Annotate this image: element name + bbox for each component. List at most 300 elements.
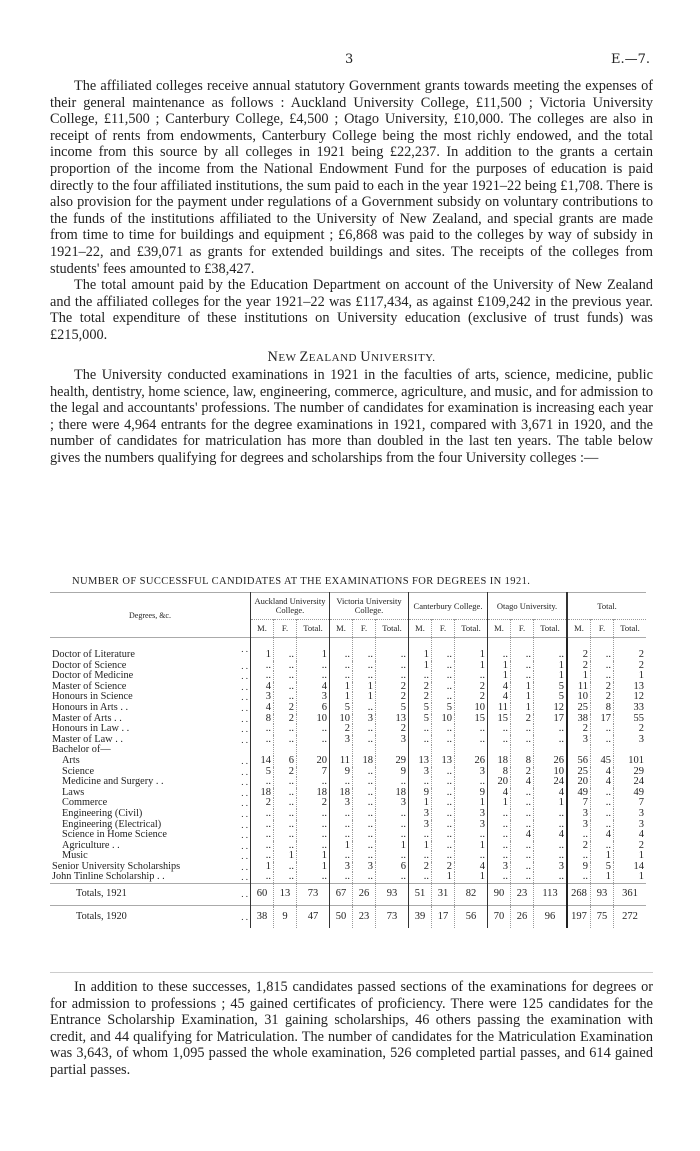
subheader-total: Total. bbox=[376, 620, 409, 638]
cell-total: 1 bbox=[534, 661, 568, 672]
cell-total: .. bbox=[455, 671, 488, 682]
cell-f: 13 bbox=[274, 884, 297, 906]
cell-m: 8 bbox=[488, 767, 511, 778]
cell-m: .. bbox=[488, 724, 511, 735]
cell-total: 12 bbox=[534, 703, 568, 714]
cell-f: .. bbox=[274, 820, 297, 831]
cell-f: .. bbox=[591, 798, 614, 809]
cell-total: 6 bbox=[297, 703, 330, 714]
row-label: Honours in Arts . . bbox=[52, 701, 129, 713]
cell-f: .. bbox=[511, 671, 534, 682]
leader-dots: . . bbox=[241, 861, 248, 872]
heading-part: EALAND bbox=[308, 351, 361, 364]
cell-m: 3 bbox=[330, 735, 353, 746]
cell-m: 5 bbox=[251, 767, 274, 778]
cell-total: 1 bbox=[455, 638, 488, 661]
cell-m: .. bbox=[567, 872, 591, 883]
cell-m: 39 bbox=[409, 906, 432, 928]
cell-total: 12 bbox=[614, 692, 647, 703]
cell-f: 75 bbox=[591, 906, 614, 928]
cell-m: 268 bbox=[567, 884, 591, 906]
cell-f: .. bbox=[274, 692, 297, 703]
cell-m: 25 bbox=[567, 703, 591, 714]
document-reference: E.—7. bbox=[610, 52, 650, 67]
cell-m: 9 bbox=[409, 788, 432, 799]
cell-total: 1 bbox=[455, 661, 488, 672]
cell-m: 3 bbox=[488, 862, 511, 873]
subheader-m: M. bbox=[330, 620, 353, 638]
cell-total: 6 bbox=[376, 862, 409, 873]
cell-f: 5 bbox=[591, 862, 614, 873]
cell-total: 2 bbox=[376, 692, 409, 703]
cell-m: .. bbox=[251, 735, 274, 746]
cell-total: .. bbox=[455, 777, 488, 788]
leader-dots: . . bbox=[241, 755, 248, 766]
cell-m: 1 bbox=[251, 862, 274, 873]
cell-total: 17 bbox=[534, 714, 568, 725]
cell-m: 51 bbox=[409, 884, 432, 906]
table-row bbox=[50, 809, 646, 820]
cell-total: 3 bbox=[614, 820, 647, 831]
cell-total: 56 bbox=[455, 906, 488, 928]
cell-m: 2 bbox=[567, 638, 591, 661]
leader-dots: . . bbox=[241, 830, 248, 841]
cell-f: .. bbox=[353, 777, 376, 788]
cell-total: 49 bbox=[614, 788, 647, 799]
cell-f: 1 bbox=[591, 851, 614, 862]
cell-m: 4 bbox=[251, 703, 274, 714]
subheader-m: M. bbox=[409, 620, 432, 638]
cell-m: 1 bbox=[488, 798, 511, 809]
cell-m: 70 bbox=[488, 906, 511, 928]
totals-row bbox=[50, 884, 646, 906]
cell-m: .. bbox=[488, 841, 511, 852]
cell-total: .. bbox=[534, 809, 568, 820]
cell-f: .. bbox=[274, 872, 297, 883]
cell-f: .. bbox=[432, 830, 455, 841]
cell-f: .. bbox=[432, 724, 455, 735]
cell-total: 3 bbox=[297, 692, 330, 703]
paragraph-total-amount: The total amount paid by the Education Department on account of the University of New Zealand and the affiliated colleges for the year 1921–22 was £117,434, as against £109,242 in the previous year. The total expenditure of these institutions on University education (exclusive of trust funds) was £215,000. bbox=[50, 277, 653, 343]
table-row bbox=[50, 638, 646, 661]
cell-f: .. bbox=[432, 661, 455, 672]
cell-m: 20 bbox=[488, 777, 511, 788]
table-title: NUMBER OF SUCCESSFUL CANDIDATES AT THE EXAMINATIONS FOR DEGREES IN 1921. bbox=[72, 576, 531, 587]
cell-m: .. bbox=[251, 809, 274, 820]
cell-total: .. bbox=[376, 830, 409, 841]
cell-total: 82 bbox=[455, 884, 488, 906]
cell-f: .. bbox=[353, 841, 376, 852]
cell-total: 3 bbox=[534, 862, 568, 873]
cell-f: .. bbox=[591, 735, 614, 746]
cell-m: 3 bbox=[330, 798, 353, 809]
cell-f: 3 bbox=[353, 714, 376, 725]
cell-total: 4 bbox=[614, 830, 647, 841]
cell-f: .. bbox=[274, 661, 297, 672]
cell-total: 15 bbox=[455, 714, 488, 725]
cell-m: 4 bbox=[488, 788, 511, 799]
cell-total: 73 bbox=[376, 906, 409, 928]
cell-f: .. bbox=[353, 661, 376, 672]
cell-f: .. bbox=[591, 638, 614, 661]
cell-f: 1 bbox=[511, 682, 534, 693]
cell-total: 2 bbox=[297, 798, 330, 809]
cell-f: .. bbox=[432, 820, 455, 831]
cell-total: 18 bbox=[376, 788, 409, 799]
cell-m: 11 bbox=[567, 682, 591, 693]
cell-m: 9 bbox=[330, 767, 353, 778]
cell-f: .. bbox=[432, 851, 455, 862]
cell-m: .. bbox=[488, 851, 511, 862]
table-row bbox=[50, 703, 646, 714]
leader-dots: . . bbox=[241, 681, 248, 692]
cell-f: .. bbox=[511, 809, 534, 820]
cell-m: 67 bbox=[330, 884, 353, 906]
page-number: 3 bbox=[345, 52, 354, 67]
cell-total: 3 bbox=[455, 767, 488, 778]
cell-m: 2 bbox=[251, 798, 274, 809]
cell-f: 2 bbox=[591, 692, 614, 703]
cell-total: .. bbox=[297, 872, 330, 883]
cell-f: 26 bbox=[511, 906, 534, 928]
cell-f: 31 bbox=[432, 884, 455, 906]
paragraph-examinations: The University conducted examinations in 1921 in the faculties of arts, science, medicine, public health, dentistry, home science, law, engineering, commerce, agriculture, and music, and for admission to the legal and accountants' professions. The number of candidates for examination is increasing each year ; there were 4,964 entrants for the degree examinations in 1921, compared with 3,671 in 1920, and the number of candidates for matriculation has more than doubled in the last ten years. The table below gives the numbers qualifying for degrees and scholarships from the four University colleges :— bbox=[50, 367, 653, 467]
cell-f: .. bbox=[353, 830, 376, 841]
cell-m: .. bbox=[330, 851, 353, 862]
cell-f: 3 bbox=[353, 862, 376, 873]
cell-f: .. bbox=[432, 777, 455, 788]
leader-dots: . . bbox=[241, 702, 248, 713]
totals-row bbox=[50, 906, 646, 928]
cell-f: 1 bbox=[432, 872, 455, 883]
cell-m: .. bbox=[409, 735, 432, 746]
cell-total: 29 bbox=[376, 756, 409, 767]
cell-f: .. bbox=[353, 735, 376, 746]
group-header-victoria: Victoria University College. bbox=[330, 593, 409, 620]
cell-total: 3 bbox=[455, 820, 488, 831]
leader-dots: . . bbox=[241, 872, 248, 883]
body-text-top bbox=[50, 78, 653, 467]
leader-dots: . . bbox=[241, 660, 248, 671]
cell-m: .. bbox=[409, 724, 432, 735]
cell-f: .. bbox=[432, 841, 455, 852]
cell-m: 3 bbox=[409, 820, 432, 831]
cell-m: .. bbox=[330, 809, 353, 820]
cell-f: .. bbox=[274, 830, 297, 841]
heading-part: NIVERSITY. bbox=[371, 351, 436, 364]
cell-f: .. bbox=[274, 777, 297, 788]
cell-total: 4 bbox=[297, 682, 330, 693]
cell-m: 2 bbox=[409, 692, 432, 703]
cell-total: 9 bbox=[376, 767, 409, 778]
cell-m: 7 bbox=[567, 798, 591, 809]
cell-total: .. bbox=[534, 872, 568, 883]
leader-dots: . . bbox=[241, 808, 248, 819]
cell-f: .. bbox=[432, 788, 455, 799]
cell-f: 8 bbox=[591, 703, 614, 714]
cell-m: 4 bbox=[488, 682, 511, 693]
section-heading bbox=[50, 349, 653, 367]
cell-m: 5 bbox=[409, 714, 432, 725]
heading-part: Z bbox=[299, 348, 309, 365]
cell-total: 3 bbox=[614, 809, 647, 820]
cell-total: 5 bbox=[376, 703, 409, 714]
cell-total: 1 bbox=[297, 851, 330, 862]
cell-m: 3 bbox=[330, 862, 353, 873]
leader-dots: . . bbox=[241, 766, 248, 777]
cell-total: 4 bbox=[534, 788, 568, 799]
row-label: Senior University Scholarships bbox=[52, 860, 181, 872]
group-header-total: Total. bbox=[567, 593, 646, 620]
cell-m: .. bbox=[251, 872, 274, 883]
cell-total: 14 bbox=[614, 862, 647, 873]
leader-dots: . . bbox=[241, 777, 248, 788]
cell-total: 24 bbox=[534, 777, 568, 788]
cell-f: .. bbox=[511, 638, 534, 661]
cell-f: 1 bbox=[353, 682, 376, 693]
cell-m: .. bbox=[409, 777, 432, 788]
cell-f: 4 bbox=[591, 767, 614, 778]
cell-total: .. bbox=[376, 671, 409, 682]
cell-f: 13 bbox=[432, 756, 455, 767]
cell-f: 1 bbox=[511, 692, 534, 703]
cell-f: .. bbox=[591, 841, 614, 852]
cell-m: 56 bbox=[567, 756, 591, 767]
cell-total: 3 bbox=[455, 809, 488, 820]
subheader-m: M. bbox=[567, 620, 591, 638]
cell-m: 1 bbox=[488, 661, 511, 672]
cell-f: .. bbox=[591, 820, 614, 831]
cell-total: 10 bbox=[534, 767, 568, 778]
heading-part: EW bbox=[278, 351, 300, 364]
row-label: Engineering (Electrical) bbox=[62, 818, 162, 830]
cell-f: 5 bbox=[432, 703, 455, 714]
subheader-total: Total. bbox=[455, 620, 488, 638]
cell-total: 10 bbox=[297, 714, 330, 725]
cell-f: 26 bbox=[353, 884, 376, 906]
subheader-f: F. bbox=[432, 620, 455, 638]
cell-total: 2 bbox=[455, 682, 488, 693]
cell-f: .. bbox=[432, 798, 455, 809]
cell-f: .. bbox=[274, 735, 297, 746]
subheader-f: F. bbox=[274, 620, 297, 638]
cell-m: 10 bbox=[330, 714, 353, 725]
cell-total: .. bbox=[376, 872, 409, 883]
cell-m: .. bbox=[409, 851, 432, 862]
row-label: Agriculture . . bbox=[62, 839, 120, 851]
row-label: Doctor of Medicine bbox=[52, 670, 134, 682]
cell-f: .. bbox=[591, 788, 614, 799]
cell-m: 60 bbox=[251, 884, 274, 906]
cell-f: 9 bbox=[274, 906, 297, 928]
cell-total: 7 bbox=[297, 767, 330, 778]
cell-f: .. bbox=[511, 735, 534, 746]
cell-m: 2 bbox=[330, 724, 353, 735]
row-label: Arts bbox=[62, 754, 80, 766]
row-label: Science bbox=[62, 765, 95, 777]
cell-f: 1 bbox=[591, 872, 614, 883]
cell-f: .. bbox=[353, 872, 376, 883]
leader-dots: . . bbox=[241, 713, 248, 724]
cell-m: 1 bbox=[330, 841, 353, 852]
cell-m: .. bbox=[330, 872, 353, 883]
paragraph-grants: The affiliated colleges receive annual statutory Government grants towards meeting the expenses of their general maintenance as follows : Auckland University College, £11,500 ; Victoria University College, £11,500 ; Canterbury College, £4,500 ; Otago University, £10,000. The colleges are also in receipt of rents from endowments, Canterbury College being the most richly endowed, and the total income from this source by all colleges in 1921 being £22,237. In addition to the grants a certain proportion of the income from the National Endowment Fund for the purposes of education is paid directly to the four affiliated institutions, the sum paid to each in the year 1921–22 being £1,708. There is also provision for the payment under regulations of a Government subsidy on voluntary contributions to the funds of the institutions affiliated to the University of New Zealand, and special grants are made from time to time for buildings and equipment ; £6,868 was paid to the colleges by way of subsidy in 1921–22, and £39,071 as grants for extended buildings and sites. The receipts of the colleges from students' fees amounted to £38,427. bbox=[50, 78, 653, 277]
cell-m: 5 bbox=[330, 703, 353, 714]
cell-f: .. bbox=[274, 671, 297, 682]
cell-m: .. bbox=[330, 661, 353, 672]
cell-m: 1 bbox=[409, 638, 432, 661]
cell-m: .. bbox=[330, 820, 353, 831]
cell-total: 1 bbox=[614, 872, 647, 883]
cell-f: 2 bbox=[274, 703, 297, 714]
cell-f: .. bbox=[511, 788, 534, 799]
cell-total: 13 bbox=[376, 714, 409, 725]
cell-m: 10 bbox=[567, 692, 591, 703]
cell-m: 50 bbox=[330, 906, 353, 928]
cell-f: 2 bbox=[591, 682, 614, 693]
cell-m: 1 bbox=[330, 692, 353, 703]
cell-m: 3 bbox=[567, 809, 591, 820]
cell-total: .. bbox=[534, 820, 568, 831]
leader-dots: . . bbox=[241, 851, 248, 862]
cell-total: 1 bbox=[534, 671, 568, 682]
cell-m: 4 bbox=[251, 682, 274, 693]
cell-total: 1 bbox=[297, 638, 330, 661]
cell-m: .. bbox=[488, 872, 511, 883]
cell-total: 2 bbox=[376, 682, 409, 693]
cell-total: 1 bbox=[297, 862, 330, 873]
subheader-total: Total. bbox=[614, 620, 647, 638]
cell-f: .. bbox=[274, 809, 297, 820]
cell-m: 3 bbox=[567, 735, 591, 746]
cell-f: 4 bbox=[511, 830, 534, 841]
cell-m: .. bbox=[251, 777, 274, 788]
cell-m: 1 bbox=[409, 661, 432, 672]
cell-m: 9 bbox=[567, 862, 591, 873]
subheader-f: F. bbox=[353, 620, 376, 638]
cell-total: 2 bbox=[376, 724, 409, 735]
cell-m: 2 bbox=[567, 841, 591, 852]
cell-m: 13 bbox=[409, 756, 432, 767]
cell-total: .. bbox=[376, 777, 409, 788]
cell-f: .. bbox=[353, 809, 376, 820]
row-label: Medicine and Surgery . . bbox=[62, 776, 164, 788]
cell-m: .. bbox=[330, 777, 353, 788]
cell-total: 5 bbox=[534, 682, 568, 693]
row-label: Doctor of Science bbox=[52, 659, 127, 671]
cell-f: .. bbox=[353, 703, 376, 714]
cell-m: 5 bbox=[409, 703, 432, 714]
cell-total: 1 bbox=[455, 798, 488, 809]
cell-f: 2 bbox=[511, 767, 534, 778]
table-row bbox=[50, 735, 646, 746]
cell-total: 3 bbox=[614, 735, 647, 746]
cell-total: .. bbox=[534, 638, 568, 661]
cell-m: .. bbox=[488, 638, 511, 661]
cell-f: .. bbox=[353, 820, 376, 831]
cell-f: .. bbox=[432, 809, 455, 820]
cell-m: 25 bbox=[567, 767, 591, 778]
cell-f: .. bbox=[511, 724, 534, 735]
cell-m: 1 bbox=[251, 638, 274, 661]
cell-m: .. bbox=[488, 820, 511, 831]
cell-total: .. bbox=[455, 851, 488, 862]
cell-m: 18 bbox=[251, 788, 274, 799]
cell-total: 113 bbox=[534, 884, 568, 906]
cell-m: 2 bbox=[567, 661, 591, 672]
cell-m: .. bbox=[409, 872, 432, 883]
cell-total: 2 bbox=[614, 661, 647, 672]
cell-m: .. bbox=[488, 809, 511, 820]
cell-m: .. bbox=[409, 671, 432, 682]
cell-f: .. bbox=[353, 788, 376, 799]
cell-f: .. bbox=[591, 671, 614, 682]
cell-total: .. bbox=[455, 830, 488, 841]
cell-f: 2 bbox=[511, 714, 534, 725]
cell-f: .. bbox=[511, 872, 534, 883]
cell-f: 8 bbox=[511, 756, 534, 767]
cell-f: .. bbox=[274, 638, 297, 661]
cell-f: 23 bbox=[353, 906, 376, 928]
cell-total: 1 bbox=[534, 798, 568, 809]
cell-total: 47 bbox=[297, 906, 330, 928]
degrees-table bbox=[50, 592, 646, 928]
cell-m: 15 bbox=[488, 714, 511, 725]
cell-m: .. bbox=[488, 830, 511, 841]
cell-f: 17 bbox=[432, 906, 455, 928]
leader-dots: . . bbox=[241, 911, 248, 922]
cell-f: .. bbox=[353, 767, 376, 778]
cell-total: 361 bbox=[614, 884, 647, 906]
cell-m: 18 bbox=[330, 788, 353, 799]
leader-dots: . . bbox=[241, 734, 248, 745]
row-label: Doctor of Literature bbox=[52, 649, 135, 660]
cell-m: 3 bbox=[409, 767, 432, 778]
cell-f: 1 bbox=[353, 692, 376, 703]
cell-f: .. bbox=[353, 798, 376, 809]
row-label: John Tinline Scholarship . . bbox=[52, 871, 165, 883]
cell-f: .. bbox=[591, 661, 614, 672]
cell-m: .. bbox=[251, 820, 274, 831]
cell-f: .. bbox=[432, 735, 455, 746]
cell-total: 4 bbox=[455, 862, 488, 873]
cell-total: .. bbox=[534, 724, 568, 735]
cell-f: 1 bbox=[511, 703, 534, 714]
cell-total: 24 bbox=[614, 777, 647, 788]
row-label: Music bbox=[62, 850, 88, 862]
cell-f: 1 bbox=[274, 851, 297, 862]
cell-m: 3 bbox=[409, 809, 432, 820]
group-header-auckland: Auckland University College. bbox=[251, 593, 330, 620]
cell-f: .. bbox=[591, 809, 614, 820]
cell-total: .. bbox=[297, 830, 330, 841]
cell-m: 11 bbox=[330, 756, 353, 767]
cell-total: 4 bbox=[534, 830, 568, 841]
cell-m: 197 bbox=[567, 906, 591, 928]
leader-dots: . . bbox=[241, 724, 248, 735]
cell-total: 33 bbox=[614, 703, 647, 714]
cell-total: 1 bbox=[455, 841, 488, 852]
cell-total: 1 bbox=[614, 851, 647, 862]
cell-f: 4 bbox=[511, 777, 534, 788]
cell-m: .. bbox=[488, 735, 511, 746]
cell-m: 3 bbox=[567, 820, 591, 831]
cell-total: 13 bbox=[614, 682, 647, 693]
cell-total: 1 bbox=[455, 872, 488, 883]
cell-m: .. bbox=[251, 851, 274, 862]
row-label: Master of Law . . bbox=[52, 733, 123, 745]
leader-dots: . . bbox=[241, 787, 248, 798]
